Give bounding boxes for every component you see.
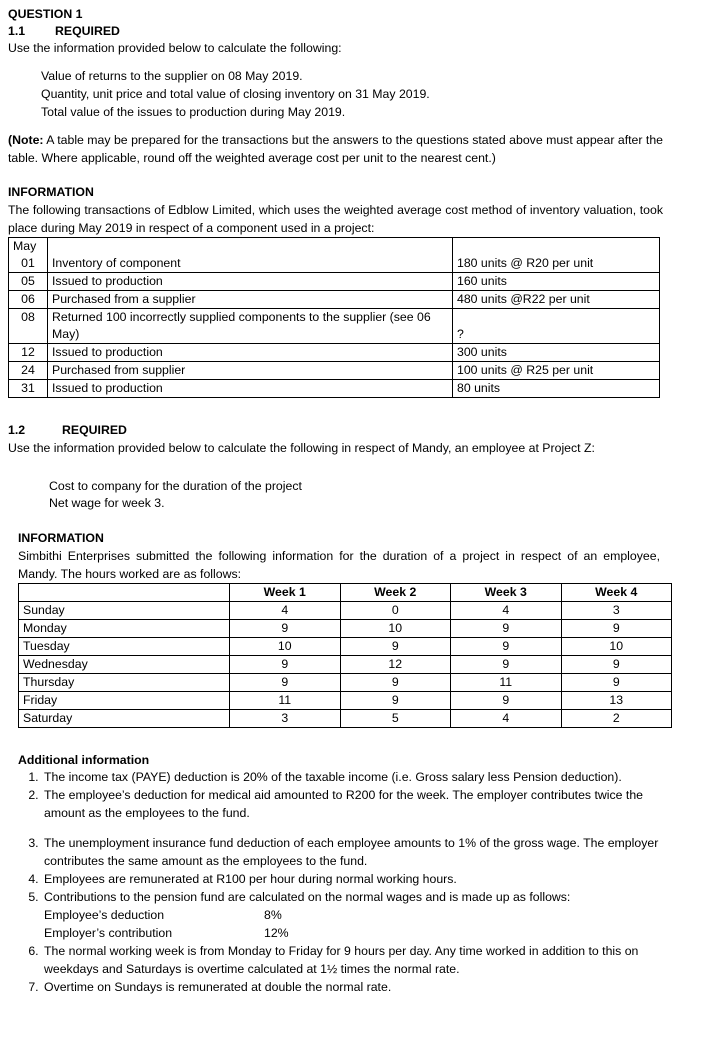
hours-cell: 9 [561, 674, 672, 692]
qty-cell: ? [453, 309, 660, 344]
table-row [9, 362, 660, 380]
header-month: May [9, 238, 48, 256]
list-item: 3. The unemployment insurance fund deduction of each employee amounts to 1% of the gross wage. The employer contributes the same amount as the employees to the fund. [42, 834, 682, 870]
hours-cell: 13 [561, 692, 672, 710]
list-item: 2. The employee’s deduction for medical aid amounted to R200 for the week. The employer contributes twice the amount as the employees to the fund. [42, 786, 682, 822]
qty-cell: 480 units @R22 per unit [453, 291, 660, 309]
required-heading: REQUIRED [62, 423, 127, 437]
pension-label: Employer’s contribution [44, 926, 173, 940]
hours-cell: 9 [561, 656, 672, 674]
task-item: Total value of the issues to production during May 2019. [41, 105, 346, 119]
hours-cell: 9 [340, 638, 451, 656]
note-body: A table may be prepared for the transactions but the answers to the questions stated above must appear after the table. Where applicable, round off the weighted average cost per unit to the nearest cent.) [8, 133, 663, 165]
section-number: 1.1 [8, 24, 26, 38]
day-cell: Sunday [19, 602, 230, 620]
qty-cell: 180 units @ R20 per unit [453, 255, 660, 273]
day-cell: Saturday [19, 710, 230, 728]
desc-cell: Issued to production [48, 273, 453, 291]
hours-cell: 11 [230, 692, 341, 710]
table-row [9, 291, 660, 309]
hours-table [18, 583, 672, 728]
day-cell: Friday [19, 692, 230, 710]
qty-cell: 80 units [453, 380, 660, 398]
week-header: Week 1 [230, 584, 341, 602]
table-row [19, 638, 672, 656]
transactions-table [8, 237, 660, 398]
hours-cell: 4 [230, 602, 341, 620]
hours-cell: 9 [340, 692, 451, 710]
hours-cell: 9 [451, 620, 562, 638]
table-row [19, 674, 672, 692]
week-header: Week 3 [451, 584, 562, 602]
hours-cell: 9 [230, 674, 341, 692]
hours-cell: 2 [561, 710, 672, 728]
info-heading: INFORMATION [18, 531, 104, 545]
hours-cell: 3 [230, 710, 341, 728]
week-header: Week 4 [561, 584, 672, 602]
day-cell: Monday [19, 620, 230, 638]
task-item: Value of returns to the supplier on 08 May 2019. [41, 69, 303, 83]
hours-cell: 4 [451, 710, 562, 728]
hours-cell: 0 [340, 602, 451, 620]
hours-cell: 5 [340, 710, 451, 728]
day-cell: 08 [9, 309, 48, 344]
note-text [8, 131, 663, 167]
pension-value: 12% [264, 926, 289, 940]
table-row [9, 344, 660, 362]
task-item: Cost to company for the duration of the project [49, 479, 302, 493]
table-row [9, 255, 660, 273]
table-row [9, 380, 660, 398]
qty-cell: 160 units [453, 273, 660, 291]
day-cell: 31 [9, 380, 48, 398]
question-heading: QUESTION 1 [8, 7, 83, 21]
hours-cell: 11 [451, 674, 562, 692]
desc-cell: Inventory of component [48, 255, 453, 273]
task-item: Quantity, unit price and total value of closing inventory on 31 May 2019. [41, 87, 430, 101]
additional-list [18, 768, 682, 996]
desc-cell: Returned 100 incorrectly supplied components to the supplier (see 06 May) [48, 309, 453, 344]
required-heading: REQUIRED [55, 24, 120, 38]
hours-cell: 10 [340, 620, 451, 638]
hours-cell: 9 [451, 638, 562, 656]
day-cell: Thursday [19, 674, 230, 692]
list-item: 7. Overtime on Sundays is remunerated at double the normal rate. [42, 978, 682, 996]
task-item: Net wage for week 3. [49, 496, 165, 510]
list-item: 1. The income tax (PAYE) deduction is 20% of the taxable income (i.e. Gross salary less Pension deduction). [42, 768, 682, 786]
day-cell: Wednesday [19, 656, 230, 674]
additional-heading: Additional information [18, 753, 150, 767]
desc-cell: Purchased from supplier [48, 362, 453, 380]
qty-cell: 100 units @ R25 per unit [453, 362, 660, 380]
hours-cell: 9 [451, 656, 562, 674]
section-number: 1.2 [8, 423, 26, 437]
day-cell: 05 [9, 273, 48, 291]
intro-text: Use the information provided below to calculate the following: [8, 41, 342, 55]
info-heading: INFORMATION [8, 185, 94, 199]
header-blank [48, 238, 453, 256]
table-row [9, 309, 660, 344]
pension-value: 8% [264, 908, 282, 922]
hours-cell: 9 [340, 674, 451, 692]
info-text: Simbithi Enterprises submitted the following information for the duration of a project in respect of an employee, Mandy. The hours worked are as follows: [18, 549, 660, 581]
header-blank [19, 584, 230, 602]
list-item [42, 888, 682, 942]
note-label: (Note: [8, 133, 44, 147]
table-row [19, 620, 672, 638]
desc-cell: Issued to production [48, 344, 453, 362]
day-cell: 01 [9, 255, 48, 273]
desc-cell: Purchased from a supplier [48, 291, 453, 309]
qty-cell: 300 units [453, 344, 660, 362]
hours-cell: 10 [561, 638, 672, 656]
hours-cell: 9 [561, 620, 672, 638]
table-row [9, 273, 660, 291]
table-row [19, 602, 672, 620]
day-cell: 24 [9, 362, 48, 380]
header-blank [453, 238, 660, 256]
list-item-text: Contributions to the pension fund are calculated on the normal wages and is made up as follows: [44, 890, 571, 904]
table-row [19, 656, 672, 674]
hours-cell: 10 [230, 638, 341, 656]
table-row [19, 692, 672, 710]
hours-cell: 9 [230, 620, 341, 638]
pension-label: Employee’s deduction [44, 908, 165, 922]
day-cell: 12 [9, 344, 48, 362]
week-header: Week 2 [340, 584, 451, 602]
hours-cell: 9 [451, 692, 562, 710]
hours-cell: 4 [451, 602, 562, 620]
day-cell: Tuesday [19, 638, 230, 656]
day-cell: 06 [9, 291, 48, 309]
hours-cell: 9 [230, 656, 341, 674]
desc-cell: Issued to production [48, 380, 453, 398]
list-item: 4. Employees are remunerated at R100 per hour during normal working hours. [42, 870, 682, 888]
intro-text: Use the information provided below to calculate the following in respect of Mandy, an employee at Project Z: [8, 441, 595, 455]
info-text: The following transactions of Edblow Limited, which uses the weighted average cost method of inventory valuation, took place during May 2019 in respect of a component used in a project: [8, 203, 663, 235]
table-row [19, 710, 672, 728]
list-item: 6. The normal working week is from Monday to Friday for 9 hours per day. Any time worked in addition to this on weekdays and Saturdays is overtime calculated at 1½ times the normal rate. [42, 942, 682, 978]
hours-cell: 3 [561, 602, 672, 620]
hours-cell: 12 [340, 656, 451, 674]
